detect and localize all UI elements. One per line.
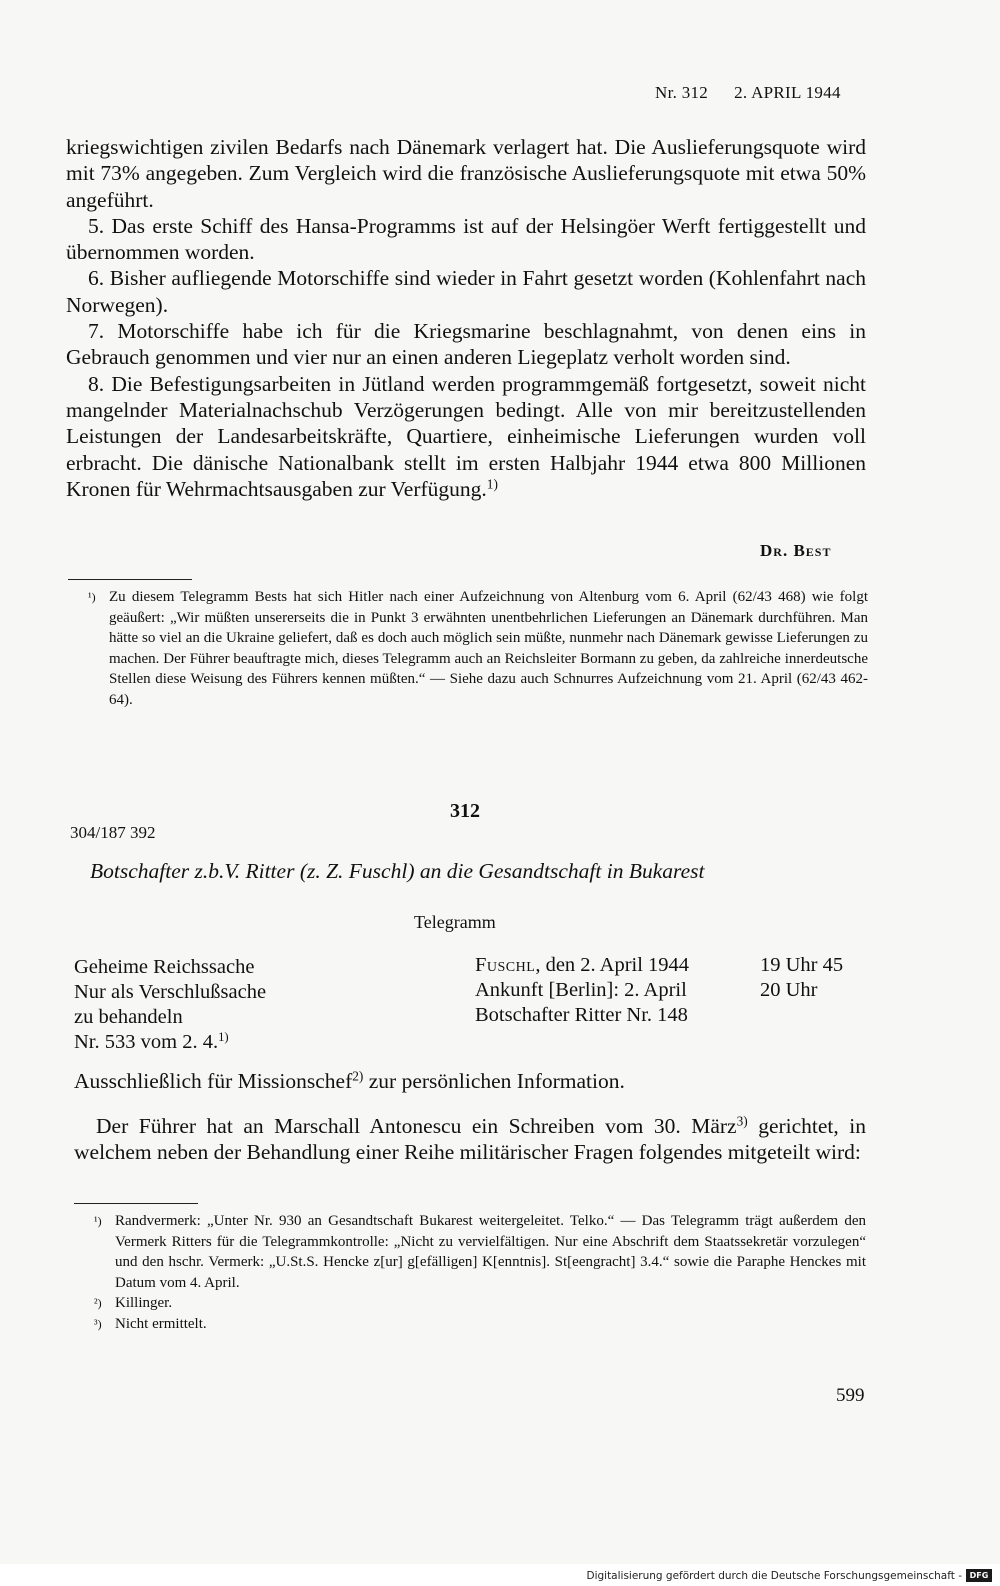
origin-date: , den 2. April 1944 bbox=[535, 954, 690, 976]
footnote-mark: ¹) bbox=[94, 1214, 102, 1228]
paragraph: 7. Motorschiffe habe ich für die Kriegsmarine beschlagnahmt, von denen eins in Gebrauch genommen und vier nur an einen anderen Liegeplatz verholt worden sind. bbox=[66, 319, 866, 370]
document-type: Telegramm bbox=[414, 912, 496, 932]
signature: Dr. Best bbox=[760, 541, 832, 560]
footnote-text: Killinger. bbox=[115, 1295, 173, 1311]
paragraph bbox=[66, 371, 866, 502]
paragraph: 5. Das erste Schiff des Hansa-Programms ist auf der Helsingöer Werft fertiggestellt und übernommen worden. bbox=[66, 213, 866, 265]
origin-row bbox=[475, 953, 843, 978]
footnote-text: Randvermerk: „Unter Nr. 930 an Gesandtschaft Bukarest weitergeleitet. Telko.“ — Das Telegramm trägt außerdem den Vermerk Ritters für die Telegrammkontrolle: „Nicht zu vervielfältigen. Nur eine Abschrift dem Staatssekretär vorzulegen“ und den hschr. Vermerk: „U.St.S. Hencke z[ur] g[efälligen] K[enntnis]. St[eengracht] 3.4.“ sowie die Paraphe Henckes mit Datum vom 4. April. bbox=[115, 1213, 866, 1291]
file-reference: 304/187 392 bbox=[70, 823, 156, 842]
footnote-ref: 1) bbox=[486, 476, 498, 492]
footnote bbox=[94, 1211, 866, 1293]
document-number: 312 bbox=[450, 800, 480, 822]
footnote-mark: ³) bbox=[94, 1316, 102, 1331]
exclusive-note bbox=[74, 1068, 866, 1094]
continuation-text bbox=[66, 134, 866, 502]
sender-row bbox=[475, 1003, 843, 1028]
header-doc-ref: Nr. 312 bbox=[655, 83, 709, 102]
credit-text: Digitalisierung gefördert durch die Deutsche Forschungsgemeinschaft - bbox=[586, 1570, 962, 1582]
footnote bbox=[94, 1293, 866, 1314]
reference-text: Nr. 533 vom 2. 4. bbox=[74, 1031, 219, 1053]
origin bbox=[475, 953, 760, 978]
exclusive-text: Ausschließlich für Missionschef bbox=[74, 1069, 353, 1093]
sender-reference: Botschafter Ritter Nr. 148 bbox=[475, 1004, 688, 1026]
footnote-ref: 2) bbox=[352, 1068, 364, 1084]
classification-block bbox=[74, 955, 266, 1055]
classification-line: Nur als Verschlußsache bbox=[74, 981, 267, 1003]
footnote-ref: 3) bbox=[736, 1113, 748, 1129]
footnote-text: Nicht ermittelt. bbox=[115, 1315, 207, 1332]
footnote-divider bbox=[68, 579, 192, 580]
footnote-mark: ²) bbox=[94, 1296, 102, 1310]
running-header bbox=[655, 83, 841, 103]
footnotes-bottom bbox=[94, 1211, 866, 1334]
reference-line bbox=[74, 1030, 266, 1055]
arrival: Ankunft [Berlin]: 2. April bbox=[475, 979, 687, 1001]
paragraph: kriegswichtigen zivilen Bedarfs nach Dänemark verlagert hat. Die Auslieferungsquote wird mit 73% angegeben. Zum Vergleich wird die französische Auslieferungsquote mit etwa 50% angeführt. bbox=[66, 135, 866, 212]
footnote-ref: 1) bbox=[218, 1030, 229, 1045]
origin-time: 19 Uhr 45 bbox=[760, 954, 844, 976]
paragraph bbox=[74, 1113, 866, 1165]
footnote bbox=[88, 587, 868, 710]
classification-line: zu behandeln bbox=[74, 1006, 183, 1028]
arrival-row bbox=[475, 978, 843, 1003]
page-number: 599 bbox=[836, 1385, 865, 1406]
paragraph-text: 8. Die Befestigungsarbeiten in Jütland werden programmgemäß fortgesetzt, soweit nicht mangelnder Materialnachschub Verzögerungen bedingt. Alle von mir bereitzustellenden Leistungen der Landesarbeitskräfte, Quartiere, einheimische Lieferungen wurden voll erbracht. Die dänische Nationalbank stellt im ersten Halbjahr 1944 etwa 800 Millionen Kronen für Wehrmachtsausgaben zur Verfügung. bbox=[66, 371, 866, 501]
dfg-logo: DFG bbox=[966, 1569, 992, 1582]
paragraph-text: gerichtet, in welchem neben der Behandlung einer Reihe militärischer Fragen folgendes mitgeteilt wird: bbox=[74, 1114, 866, 1164]
footnote bbox=[94, 1314, 866, 1335]
origin-place: Fuschl bbox=[475, 954, 536, 976]
paragraph-text: Der Führer hat an Marschall Antonescu ein Schreiben vom 30. März bbox=[96, 1114, 737, 1138]
classification-line: Geheime Reichssache bbox=[74, 956, 255, 978]
footnote-mark: ¹) bbox=[88, 590, 96, 604]
footnote-divider bbox=[74, 1203, 198, 1204]
arrival-time: 20 Uhr bbox=[760, 979, 818, 1001]
exclusive-text: zur persönlichen Information. bbox=[363, 1069, 625, 1093]
paragraph: 6. Bisher aufliegende Motorschiffe sind wieder in Fahrt gesetzt worden (Kohlenfahrt nach Norwegen). bbox=[66, 266, 866, 317]
digitization-credit-bar bbox=[0, 1564, 1000, 1586]
footnote-text: Zu diesem Telegramm Bests hat sich Hitler nach einer Aufzeichnung von Altenburg vom 6. April (62/43 468) wie folgt geäußert: „Wir müßten unsererseits die in Punkt 3 erwähnten unentbehrlichen Lieferungen an Dänemark durchführen. Man hätte so viel an die Ukraine geliefert, daß es doch auch möglich sein müßte, nunmehr nach Dänemark gewisse Lieferungen zu machen. Der Führer beauftragte mich, dieses Telegramm auch an Reichsleiter Bormann zu geben, da zahlreiche innerdeutsche Stellen diese Weisung des Führers kennen müßten.“ — Siehe dazu auch Schnurres Aufzeichnung vom 21. April (62/43 462-64). bbox=[109, 589, 868, 708]
header-date: 2. APRIL 1944 bbox=[734, 83, 841, 102]
footnotes-top bbox=[88, 587, 868, 710]
document-title: Botschafter z.b.V. Ritter (z. Z. Fuschl) an die Gesandtschaft in Bukarest bbox=[90, 859, 705, 883]
transmission-block bbox=[475, 953, 843, 1028]
telegram-body bbox=[74, 1068, 866, 1165]
